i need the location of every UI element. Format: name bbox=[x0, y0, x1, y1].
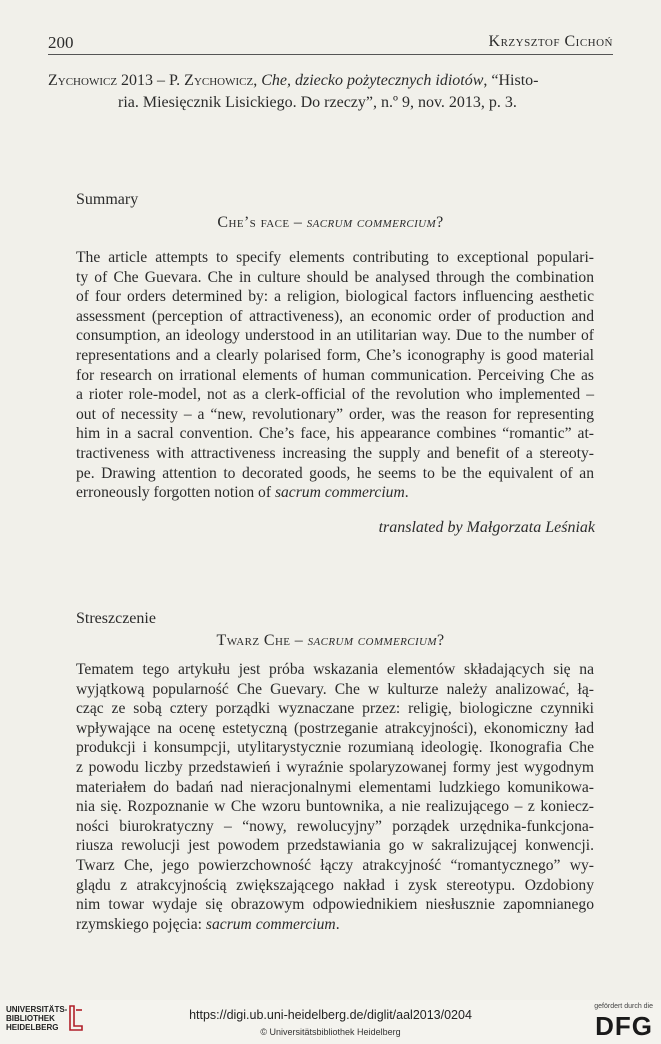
page-number: 200 bbox=[48, 33, 74, 52]
source-url-link[interactable]: https://digi.ub.uni-heidelberg.de/diglit/aal2013/0204 bbox=[189, 1008, 472, 1022]
summary-line: ty of Che Guevara. Che in culture should be analysed through the combination bbox=[76, 268, 594, 286]
ref-rest: , “Histo- bbox=[483, 72, 539, 89]
summary-body bbox=[76, 248, 594, 503]
streszczenie-line: nim towar wydaje się obrazowym odpowiednikiem niesłusznie zapomnianego bbox=[76, 896, 594, 914]
streszczenie-line: ności biurokratyczny – “nowy, rewolucyjny” porządek urzędnika-funkcjona- bbox=[76, 817, 594, 835]
streszczenie-title-text: Twarz Che – bbox=[216, 632, 308, 649]
library-line: UNIVERSITÄTS- bbox=[6, 1005, 68, 1014]
ref-line2: ria. Miesięcznik Lisickiego. Do rzeczy”, n.º 9, nov. 2013, p. 3. bbox=[118, 94, 517, 111]
streszczenie-title-end: ? bbox=[436, 632, 445, 649]
streszczenie-line: glądu z atrakcyjnością zwiększającego nakład i zysk stereotypu. Ozdobiony bbox=[76, 876, 594, 894]
streszczenie-line: riusza rewolucji jest powodem przedstawiania go w sakralizującej konwencji. bbox=[76, 837, 594, 855]
summary-line: him in a sacral convention. Che’s face, his appearance combines “romantic” at- bbox=[76, 425, 594, 443]
summary-line: representations and a clearly polarised form, Che’s iconography is good material bbox=[76, 346, 594, 364]
streszczenie-last-line bbox=[76, 915, 594, 935]
summary-last-end: . bbox=[404, 484, 409, 502]
ref-title: Che, dziecko pożytecznych idiotów bbox=[261, 72, 484, 89]
header-rule bbox=[48, 54, 613, 55]
streszczenie-title bbox=[0, 632, 661, 650]
streszczenie-last-end: . bbox=[335, 915, 340, 933]
streszczenie-last-text: rzymskiego pojęcia: bbox=[76, 915, 206, 933]
summary-last-text: erroneously forgotten notion of bbox=[76, 484, 275, 502]
streszczenie-body bbox=[76, 660, 594, 934]
summary-line: assessment (perception of attractiveness), an economic order of production and bbox=[76, 307, 594, 325]
summary-line: The article attempts to specify elements contributing to exceptional populari- bbox=[76, 249, 594, 266]
streszczenie-title-italic: sacrum commercium bbox=[307, 632, 437, 649]
funder-note: gefördert durch die bbox=[594, 1003, 653, 1010]
summary-last-line bbox=[76, 483, 594, 503]
streszczenie-last-italic: sacrum commercium bbox=[205, 915, 336, 933]
summary-line: pe. Drawing attention to decorated goods, he seems to be the equivalent of an bbox=[76, 464, 594, 482]
streszczenie-line: wyjątkową popularność Che Guevary. Che w kulturze należy analizować, łą- bbox=[76, 680, 594, 698]
summary-line: for research on irrational elements of human communication. Perceiving Che as bbox=[76, 366, 594, 384]
ref-author: Zychowicz bbox=[48, 72, 118, 89]
summary-line: a rioter role-model, not as a clerk-official of the revolution who implemented – bbox=[76, 386, 594, 404]
summary-title bbox=[0, 214, 661, 232]
summary-title-text: Che’s face – bbox=[217, 214, 307, 231]
streszczenie-line: Twarz Che, jego powierzchowność łączy atrakcyjność “romantycznego” wy- bbox=[76, 856, 594, 874]
streszczenie-label: Streszczenie bbox=[76, 610, 156, 627]
summary-line: of four orders determined by: a religion, biological factors influencing aesthetic bbox=[76, 288, 594, 306]
dfg-logo: DFG bbox=[595, 1011, 653, 1041]
ref-author2: Zychowicz bbox=[184, 72, 254, 89]
streszczenie-line: Tematem tego artykułu jest próba wskazania elementów składających się na bbox=[76, 661, 594, 678]
summary-label: Summary bbox=[76, 191, 139, 208]
summary-line: consumption, an ideology understood in an utilitarian way. Due to the number of bbox=[76, 327, 594, 345]
copyright-note: © Universitätsbibliothek Heidelberg bbox=[260, 1027, 401, 1037]
library-line: BIBLIOTHEK bbox=[6, 1014, 55, 1023]
streszczenie-line: z powodu liczby przedstawień i wyraźnie spolaryzowanej formy jest wygodnym bbox=[76, 758, 594, 776]
digitization-footer bbox=[0, 1000, 661, 1044]
streszczenie-line: materiałem do badań nad nieracjonalnymi elementami ludzkiego komunikowa- bbox=[76, 778, 594, 796]
summary-line: tractiveness with attractiveness increasing the supply and benefit of a stereoty- bbox=[76, 444, 594, 462]
bibliography-entry: Zychowicz 2013 – P. Zychowicz, Che, dziecko pożytecznych idiotów, “Histo- ria. Miesięcznik Lisickiego. Do rzeczy”, n.º 9, nov. 2013, p. 3. bbox=[48, 70, 614, 114]
summary-title-end: ? bbox=[436, 214, 444, 231]
summary-title-italic: sacrum commercium bbox=[306, 214, 437, 231]
running-head-author: Krzysztof Cichoń bbox=[488, 33, 613, 50]
streszczenie-line: wpływające na ocenę estetyczną (postrzeganie atrakcyjności), ekonomiczny ład bbox=[76, 719, 594, 737]
summary-line: out of necessity – a “new, revolutionary” order, was the reason for representing bbox=[76, 405, 594, 423]
translator-credit: translated by Małgorzata Leśniak bbox=[378, 519, 595, 536]
streszczenie-line: cząc ze sobą cztery porządki wyznaczane przez: religię, biologiczne czynniki bbox=[76, 700, 594, 718]
summary-last-italic: sacrum commercium bbox=[274, 484, 405, 502]
library-line: HEIDELBERG bbox=[6, 1023, 59, 1032]
streszczenie-line: produkcji i konsumpcji, utylitarystycznie rozumianą ideologię. Ikonografia Che bbox=[76, 739, 594, 757]
streszczenie-line: nia się. Rozpoznanie w Che wzoru buntownika, a nie realizującego – z koniecz- bbox=[76, 798, 594, 816]
ref-year: 2013 – P. bbox=[117, 72, 185, 89]
